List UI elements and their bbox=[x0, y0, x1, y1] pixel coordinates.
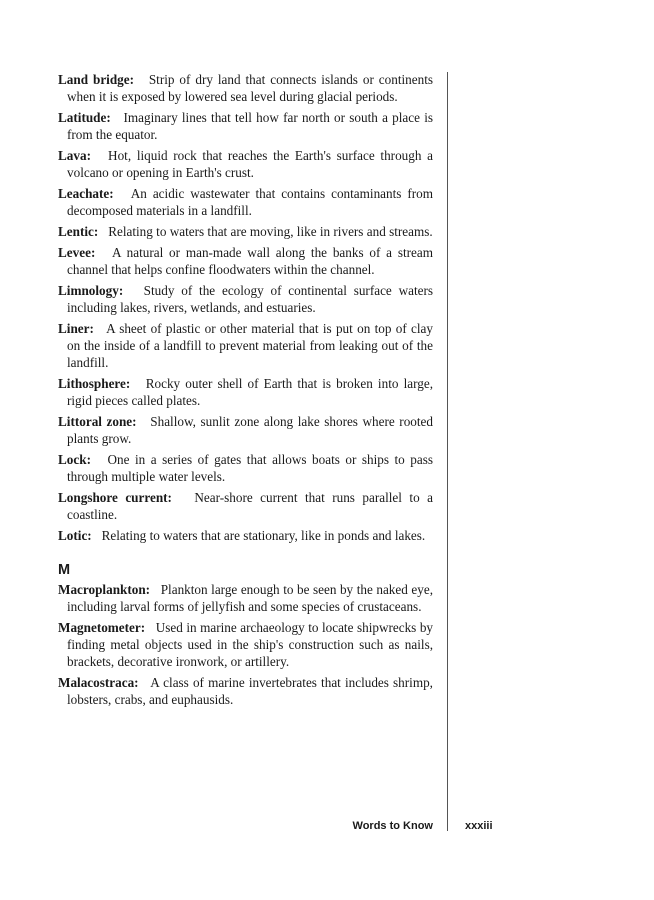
footer-page-number: xxxiii bbox=[465, 820, 493, 832]
glossary-definition: Plankton large enough to be seen by the naked eye, including larval forms of jellyfish and some species of crustaceans. bbox=[67, 582, 433, 614]
glossary-term: Lithosphere: bbox=[58, 376, 131, 391]
glossary-entry bbox=[58, 223, 433, 240]
glossary-term: Limnology: bbox=[58, 283, 124, 298]
glossary-entry bbox=[58, 71, 433, 105]
glossary-entry bbox=[58, 147, 433, 181]
glossary-entry bbox=[58, 674, 433, 708]
glossary-list-m bbox=[58, 581, 433, 708]
glossary-term: Lotic: bbox=[58, 528, 92, 543]
glossary-entry bbox=[58, 527, 433, 544]
glossary-definition: Relating to waters that are moving, like in rivers and streams. bbox=[108, 224, 433, 239]
glossary-entry bbox=[58, 619, 433, 670]
glossary-definition: Relating to waters that are stationary, like in ponds and lakes. bbox=[101, 528, 426, 543]
glossary-content bbox=[58, 71, 433, 712]
footer-book-title: Words to Know bbox=[352, 820, 433, 832]
glossary-definition: Hot, liquid rock that reaches the Earth's surface through a volcano or opening in Earth's crust. bbox=[67, 148, 433, 180]
glossary-definition: Rocky outer shell of Earth that is broken into large, rigid pieces called plates. bbox=[67, 376, 433, 408]
glossary-definition: One in a series of gates that allows boats or ships to pass through multiple water levels. bbox=[67, 452, 433, 484]
glossary-term: Lava: bbox=[58, 148, 91, 163]
glossary-definition: Near-shore current that runs parallel to a coastline. bbox=[67, 490, 433, 522]
glossary-list-l bbox=[58, 71, 433, 544]
glossary-term: Liner: bbox=[58, 321, 94, 336]
glossary-entry bbox=[58, 489, 433, 523]
glossary-definition: Imaginary lines that tell how far north or south a place is from the equator. bbox=[67, 110, 434, 142]
glossary-entry bbox=[58, 413, 433, 447]
glossary-term: Longshore current: bbox=[58, 490, 172, 505]
glossary-term: Latitude: bbox=[58, 110, 111, 125]
glossary-term: Malacostraca: bbox=[58, 675, 139, 690]
glossary-definition: A class of marine invertebrates that includes shrimp, lobsters, crabs, and euphausids. bbox=[67, 675, 433, 707]
glossary-definition: Shallow, sunlit zone along lake shores where rooted plants grow. bbox=[67, 414, 433, 446]
glossary-term: Land bridge: bbox=[58, 72, 135, 87]
glossary-entry bbox=[58, 185, 433, 219]
glossary-definition: A sheet of plastic or other material that is put on top of clay on the inside of a landfill to prevent material from leaking out of the landfill. bbox=[67, 321, 433, 370]
glossary-term: Leachate: bbox=[58, 186, 114, 201]
glossary-definition: Study of the ecology of continental surface waters including lakes, rivers, wetlands, and estuaries. bbox=[67, 283, 434, 315]
vertical-rule bbox=[447, 72, 448, 831]
glossary-definition: Used in marine archaeology to locate shipwrecks by finding metal objects used in the ship's construction such as nails, brackets, decorative ironwork, or artillery. bbox=[67, 620, 434, 669]
glossary-entry bbox=[58, 581, 433, 615]
glossary-term: Lentic: bbox=[58, 224, 99, 239]
glossary-term: Littoral zone: bbox=[58, 414, 137, 429]
glossary-entry bbox=[58, 320, 433, 371]
glossary-entry bbox=[58, 109, 433, 143]
glossary-definition: A natural or man-made wall along the banks of a stream channel that helps confine floodwaters within the channel. bbox=[67, 245, 433, 277]
glossary-entry bbox=[58, 375, 433, 409]
glossary-entry bbox=[58, 282, 433, 316]
glossary-entry bbox=[58, 451, 433, 485]
glossary-definition: Strip of dry land that connects islands or continents when it is exposed by lowered sea level during glacial periods. bbox=[67, 72, 433, 104]
section-letter-m: M bbox=[58, 562, 71, 578]
glossary-term: Lock: bbox=[58, 452, 91, 467]
glossary-term: Magnetometer: bbox=[58, 620, 146, 635]
glossary-definition: An acidic wastewater that contains contaminants from decomposed materials in a landfill. bbox=[67, 186, 433, 218]
glossary-term: Levee: bbox=[58, 245, 96, 260]
glossary-term: Macroplankton: bbox=[58, 582, 151, 597]
glossary-entry bbox=[58, 244, 433, 278]
